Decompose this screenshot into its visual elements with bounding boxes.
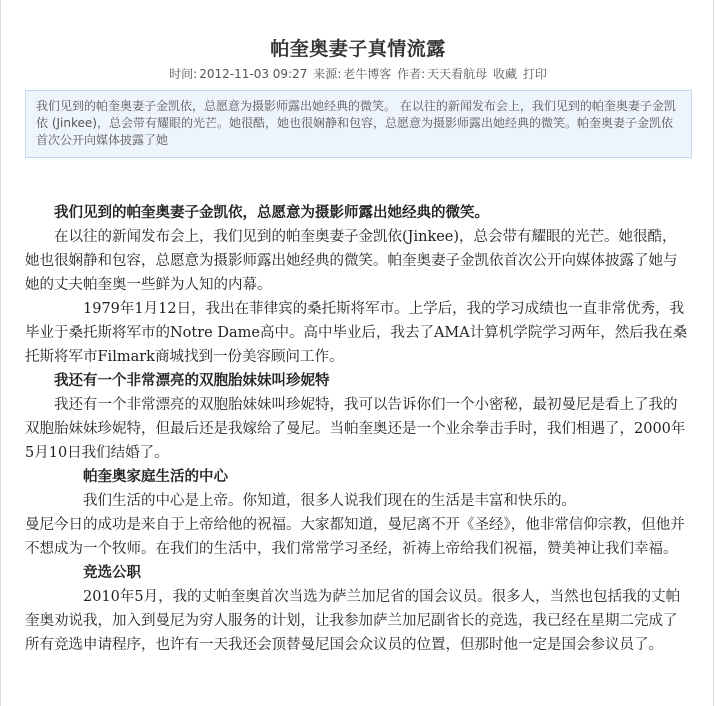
article-title: 帕奎奥妻子真情流露 — [270, 38, 446, 60]
section-heading: 我们见到的帕奎奥妻子金凯依，总愿意为摄影师露出她经典的微笑。 — [54, 204, 489, 221]
article-body — [25, 201, 691, 657]
time-label: 时间: — [169, 67, 198, 81]
paragraph: 我还有一个非常漂亮的双胞胎妹妹叫珍妮特，我可以告诉你们一个小密秘，最初曼尼是看上了我的双胞胎妹妹珍妮特，但最后还是我嫁给了曼尼。当帕奎奥还是一个业余拳击手时，我们相遇了，2000年5月10日我们结婚了。 — [25, 397, 686, 461]
favorite-link[interactable]: 收藏 — [492, 67, 517, 81]
paragraph: 在以往的新闻发布会上，我们见到的帕奎奥妻子金凯依(Jinkee)，总会带有耀眼的光芒。她很酷，她也很娴静和包容，总愿意为摄影师露出她经典的微笑。帕奎奥妻子金凯依首次公开向媒体披露了她与她的丈夫帕奎奥一些鲜为人知的内幕。 — [25, 229, 678, 293]
author-link[interactable]: 天天看航母 — [427, 67, 488, 81]
article-summary: 我们见到的帕奎奥妻子金凯依，总愿意为摄影师露出她经典的微笑。 在以往的新闻发布会上，我们见到的帕奎奥妻子金凯依 (Jinkee)，总会带有耀眼的光芒。她很酷，她也很娴静和包容，总愿意为摄影师露出她经典的微笑。帕奎奥妻子金凯依首次公开向媒体披露了她 — [25, 90, 692, 158]
source-name: 老牛博客 — [343, 67, 392, 81]
section-heading: 竞选公职 — [83, 564, 141, 581]
print-link[interactable]: 打印 — [522, 67, 547, 81]
author-label: 作者: — [397, 67, 426, 81]
section-heading: 帕奎奥家庭生活的中心 — [83, 468, 228, 485]
publish-time: 2012-11-03 09:27 — [199, 67, 308, 81]
section-heading: 我还有一个非常漂亮的双胞胎妹妹叫珍妮特 — [54, 372, 330, 389]
paragraph: 2010年5月，我的丈帕奎奥首次当选为萨兰加尼省的国会议员。很多人，当然也包括我的丈帕奎奥劝说我，加入到曼尼为穷人服务的计划，让我参加萨兰加尼副省长的竞选，我已经在星期二完成了所有竞选申请程序，也许有一天我还会顶替曼尼国会众议员的位置，但那时他一定是国会参议员了。 — [25, 589, 681, 653]
source-label: 来源: — [313, 67, 342, 81]
paragraph: 我们生活的中心是上帝。你知道，很多人说我们现在的生活是丰富和快乐的。 — [83, 493, 576, 509]
paragraph: 曼尼今日的成功是来自于上帝给他的祝福。大家都知道，曼尼离不开《圣经》，他非常信仰宗教，但他并不想成为一个牧师。在我们的生活中，我们常常学习圣经，祈祷上帝给我们祝福，赞美神让我们幸福。 — [25, 517, 685, 557]
article-meta — [0, 65, 716, 82]
paragraph: 1979年1月12日，我出在菲律宾的桑托斯将军市。上学后，我的学习成绩也一直非常优秀，我毕业于桑托斯将军市的Notre Dame高中。高中毕业后，我去了AMA计算机学院学习两年，然后我在桑托斯将军市Filmark商城找到一份美容顾问工作。 — [25, 301, 688, 365]
